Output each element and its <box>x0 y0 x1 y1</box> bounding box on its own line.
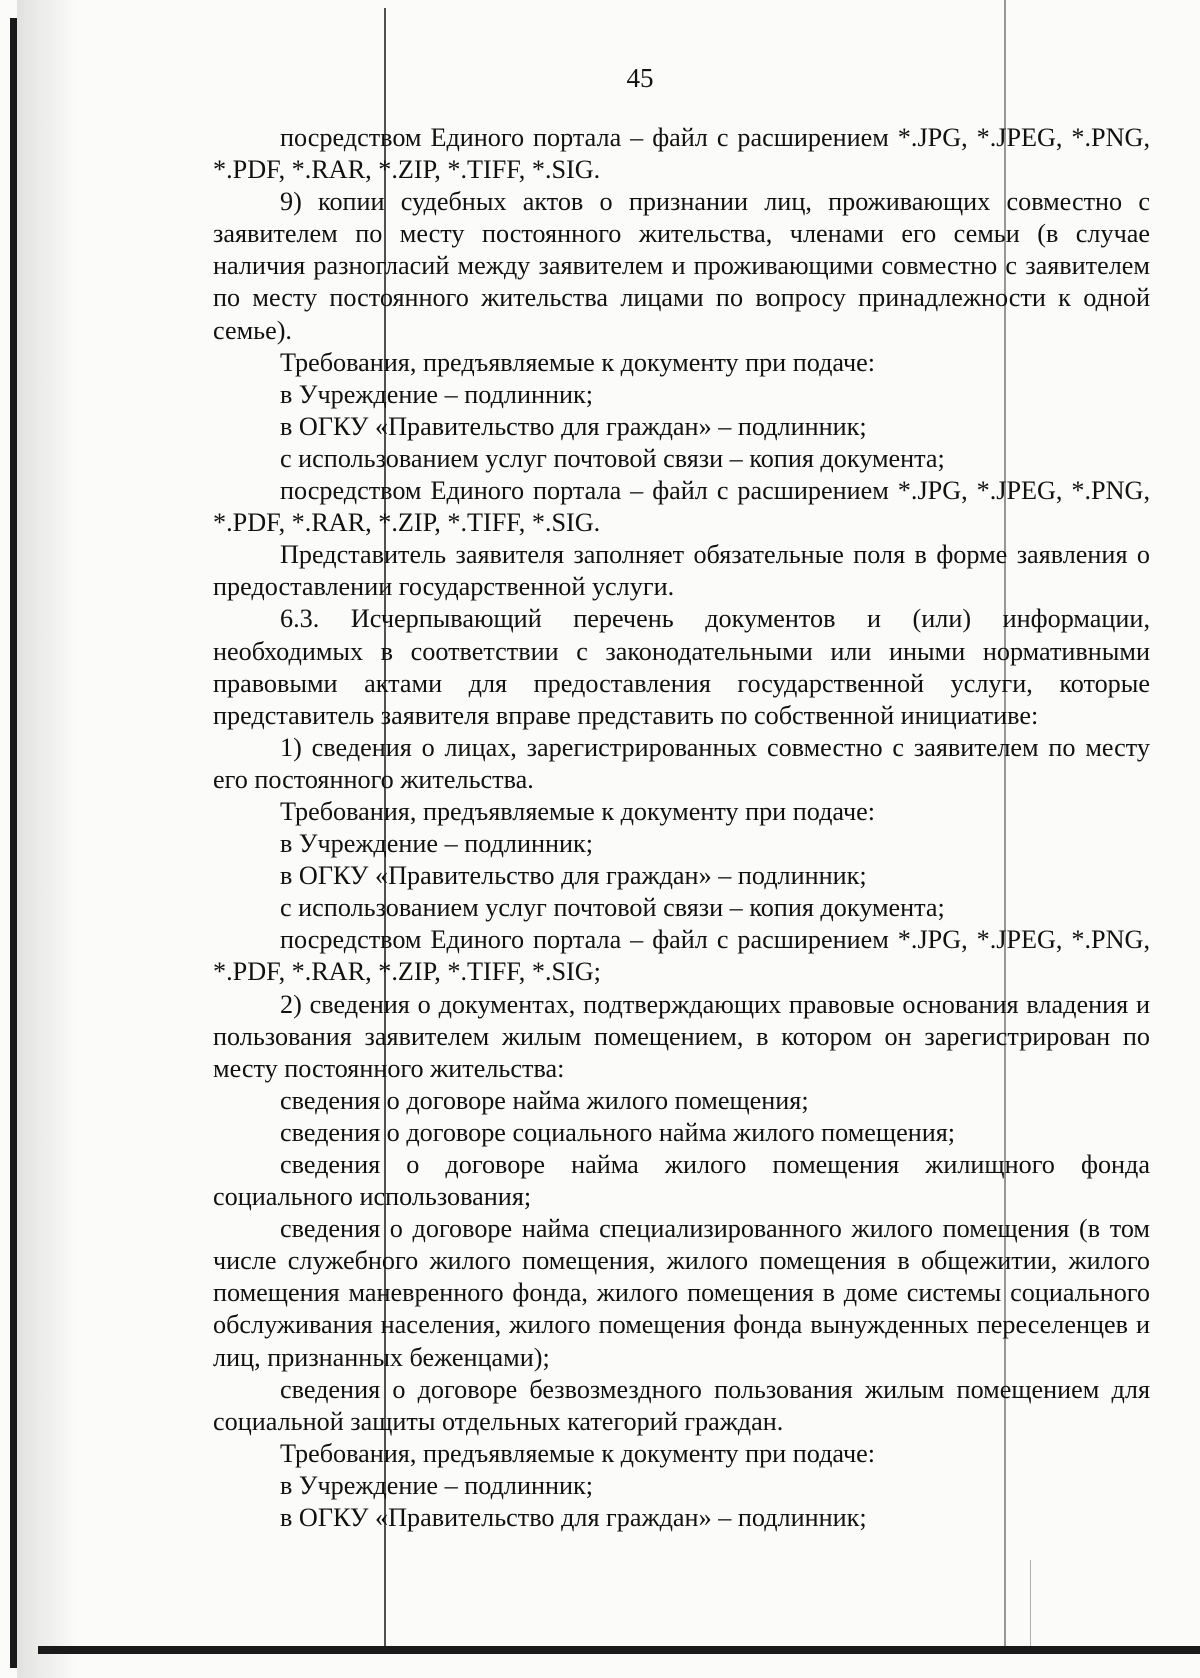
paragraph: посредством Единого портала – файл с расширением *.JPG, *.JPEG, *.PNG, *.PDF, *.RAR, *.ZIP, *.TIFF, *.SIG. <box>213 476 1150 538</box>
paragraph: в Учреждение – подлинник; <box>280 379 594 409</box>
paragraph: сведения о договоре найма жилого помещения; <box>280 1085 809 1115</box>
paragraph: сведения о договоре найма специализированного жилого помещения (в том числе служебного жилого помещения, жилого помещения в общежитии, жилого помещения маневренного фонда, жилого помещения в доме системы социального обслуживания населения, жилого помещения фонда вынужденных переселенцев и лиц, признанных беженцами); <box>213 1214 1150 1372</box>
scan-left-edge <box>10 18 17 1668</box>
paragraph: 9) копии судебных актов о признании лиц, проживающих совместно с заявителем по месту постоянного жительства, членами его семьи (в случае наличия разногласий между заявителем и проживающими совместно с заявителем по месту постоянного жительства лицами по вопросу принадлежности к одной семье). <box>213 187 1150 345</box>
paragraph: сведения о договоре социального найма жилого помещения; <box>280 1117 956 1147</box>
paragraph: сведения о договоре найма жилого помещения жилищного фонда социального использования; <box>213 1150 1150 1212</box>
paragraph: с использованием услуг почтовой связи – копия документа; <box>280 443 945 473</box>
scan-shadow <box>17 0 77 1678</box>
document-body <box>213 122 1150 1534</box>
scan-fold-line <box>1030 1560 1031 1650</box>
paragraph: Требования, предъявляемые к документу при подаче: <box>280 796 876 826</box>
paragraph: 6.3. Исчерпывающий перечень документов и (или) информации, необходимых в соответствии с законодательными или иными нормативными правовыми актами для предоставления государственной услуги, которые представитель заявителя вправе представить по собственной инициативе: <box>213 604 1150 730</box>
paragraph: в ОГКУ «Правительство для граждан» – подлинник; <box>280 861 867 891</box>
paragraph: Требования, предъявляемые к документу при подаче: <box>280 1438 876 1468</box>
paragraph: в Учреждение – подлинник; <box>280 1470 594 1500</box>
paragraph: в Учреждение – подлинник; <box>280 829 594 859</box>
paragraph: в ОГКУ «Правительство для граждан» – подлинник; <box>280 411 867 441</box>
paragraph: в ОГКУ «Правительство для граждан» – подлинник; <box>280 1503 867 1533</box>
scan-bottom-edge <box>38 1646 1200 1654</box>
paragraph: Требования, предъявляемые к документу при подаче: <box>280 347 876 377</box>
page-number: 45 <box>626 63 654 93</box>
paragraph: посредством Единого портала – файл с расширением *.JPG, *.JPEG, *.PNG, *.PDF, *.RAR, *.ZIP, *.TIFF, *.SIG; <box>213 925 1150 987</box>
paragraph: 1) сведения о лицах, зарегистрированных совместно с заявителем по месту его постоянного жительства. <box>213 732 1150 794</box>
paragraph: 2) сведения о документах, подтверждающих правовые основания владения и пользования заявителем жилым помещением, в котором он зарегистрирован по месту постоянного жительства: <box>213 989 1150 1083</box>
paragraph: с использованием услуг почтовой связи – копия документа; <box>280 893 945 923</box>
paragraph: сведения о договоре безвозмездного пользования жилым помещением для социальной защиты отдельных категорий граждан. <box>213 1374 1150 1436</box>
paragraph: посредством Единого портала – файл с расширением *.JPG, *.JPEG, *.PNG, *.PDF, *.RAR, *.ZIP, *.TIFF, *.SIG. <box>213 123 1150 185</box>
paragraph: Представитель заявителя заполняет обязательные поля в форме заявления о предоставлении государственной услуги. <box>213 540 1150 602</box>
